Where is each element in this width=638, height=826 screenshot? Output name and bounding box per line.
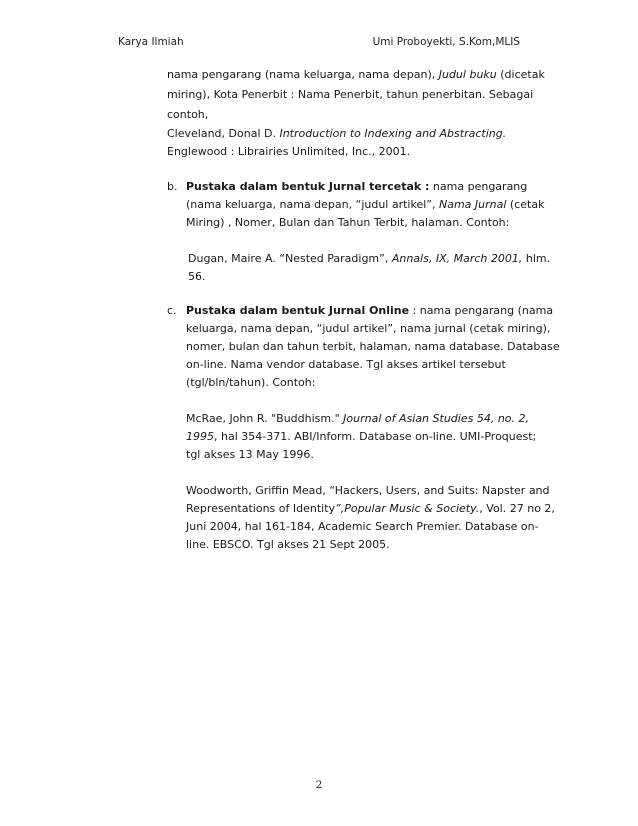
- online-journal-line-2: keluarga, nama depan, “judul artikel”, nama jurnal (cetak miring),: [186, 322, 551, 335]
- online-example-2-line-1: Woodworth, Griffin Mead, “Hackers, Users, and Suits: Napster and: [186, 484, 550, 497]
- online-example-1-line-2: 1995, hal 354-371. ABI/Inform. Database on-line. UMI-Proquest;: [186, 430, 537, 443]
- print-journal-example-1: Dugan, Maire A. “Nested Paradigm”, Annals, IX, March 2001, hlm.: [188, 252, 551, 265]
- book-format-line-1: nama pengarang (nama keluarga, nama depan), Judul buku (dicetak: [167, 68, 545, 81]
- online-journal-line-5: (tgl/bln/tahun). Contoh:: [186, 376, 316, 389]
- list-marker-c: c.: [167, 304, 177, 317]
- print-journal-line-1: Pustaka dalam bentuk Jurnal tercetak : nama pengarang: [186, 180, 528, 193]
- print-journal-example-2: 56.: [188, 270, 206, 283]
- online-journal-line-3: nomer, bulan dan tahun terbit, halaman, nama database. Database: [186, 340, 560, 353]
- online-example-2-line-4: line. EBSCO. Tgl akses 21 Sept 2005.: [186, 538, 390, 551]
- online-example-1-line-3: tgl akses 13 May 1996.: [186, 448, 314, 461]
- header-title: Karya Ilmiah: [118, 36, 184, 48]
- header-author: Umi Proboyekti, S.Kom,MLIS: [372, 36, 520, 48]
- book-example-line-2: Englewood : Librairies Unlimited, Inc., 2001.: [167, 145, 411, 158]
- print-journal-line-2: (nama keluarga, nama depan, “judul artikel”, Nama Jurnal (cetak: [186, 198, 545, 211]
- book-format-line-2: miring), Kota Penerbit : Nama Penerbit, tahun penerbitan. Sebagai: [167, 88, 534, 101]
- print-journal-line-3: Miring) , Nomer, Bulan dan Tahun Terbit, halaman. Contoh:: [186, 216, 510, 229]
- online-journal-line-1: Pustaka dalam bentuk Jurnal Online : nama pengarang (nama: [186, 304, 554, 317]
- online-example-2-line-2: Representations of Identity”,Popular Music & Society., Vol. 27 no 2,: [186, 502, 555, 515]
- online-example-2-line-3: Juni 2004, hal 161-184, Academic Search Premier. Database on-: [186, 520, 539, 533]
- online-example-1-line-1: McRae, John R. "Buddhism." Journal of Asian Studies 54, no. 2,: [186, 412, 530, 425]
- online-journal-line-4: on-line. Nama vendor database. Tgl akses artikel tersebut: [186, 358, 506, 371]
- book-example-line-1: Cleveland, Donal D. Introduction to Indexing and Abstracting.: [167, 127, 507, 140]
- list-marker-b: b.: [167, 180, 178, 193]
- book-format-line-3: contoh,: [167, 108, 209, 121]
- page-number: 2: [315, 779, 323, 791]
